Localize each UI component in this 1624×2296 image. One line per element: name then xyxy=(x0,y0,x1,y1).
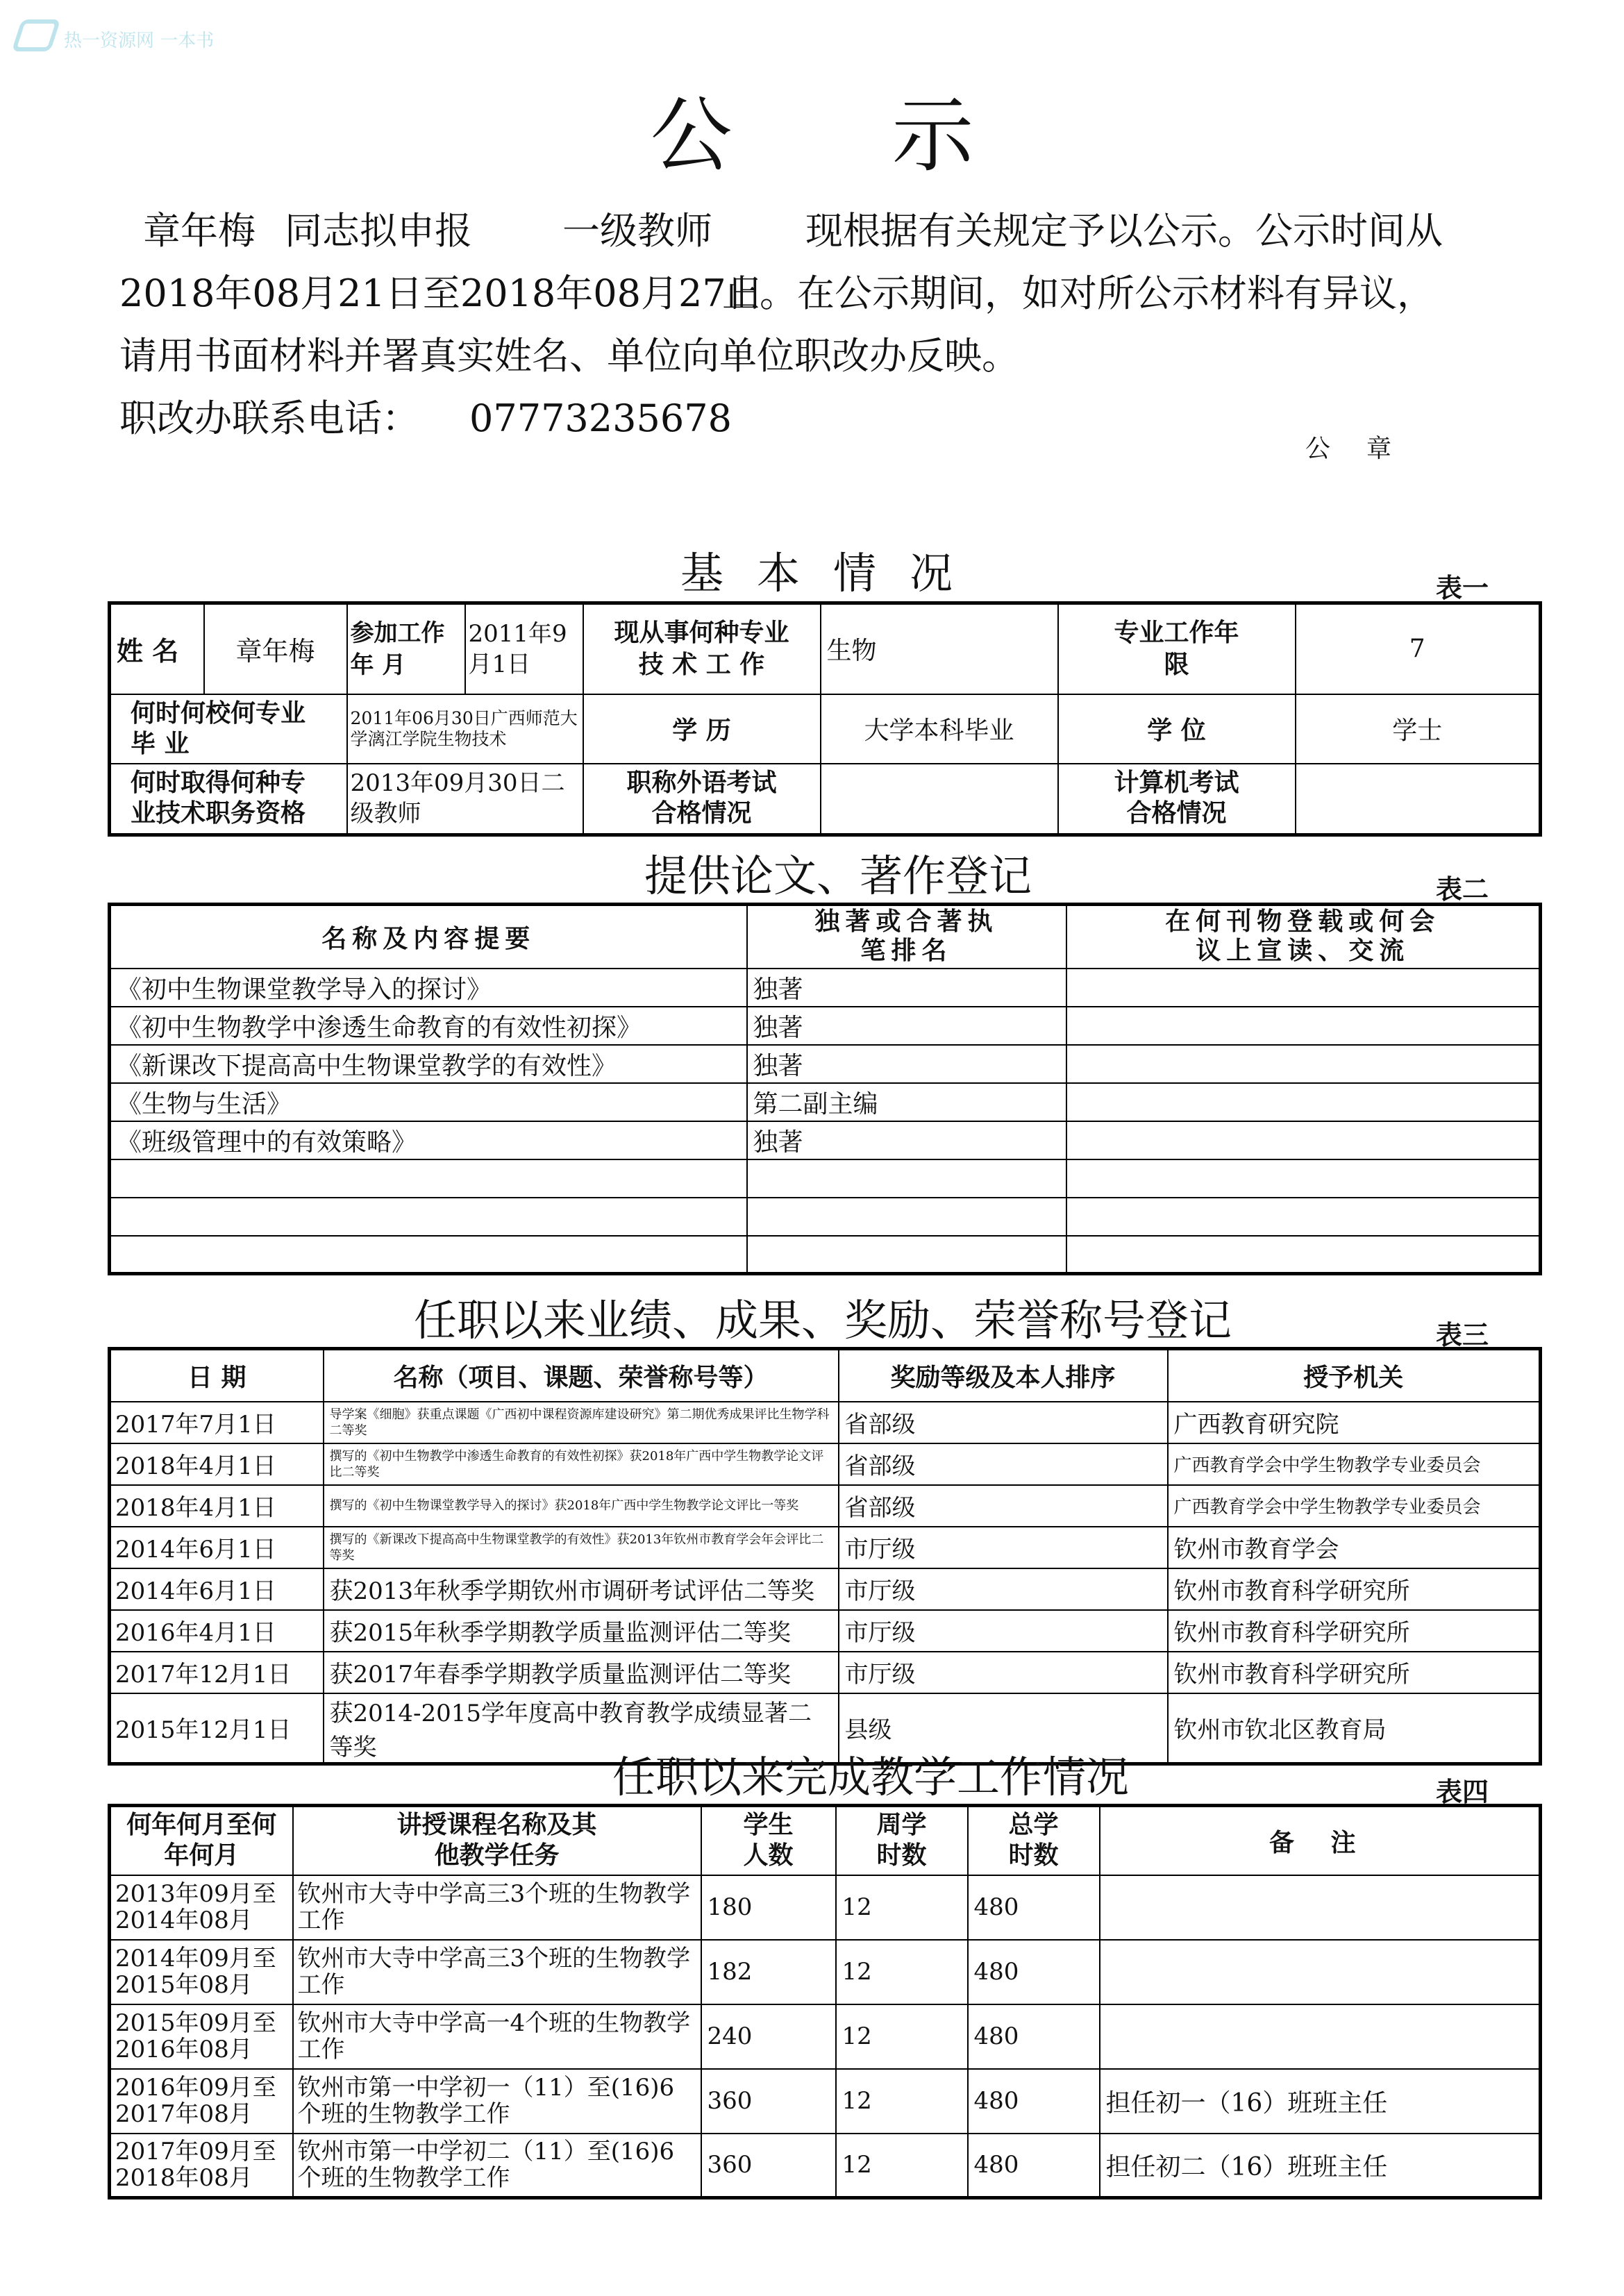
teaching-notes xyxy=(1100,1940,1541,2004)
teaching-notes xyxy=(1100,2004,1541,2069)
education-label: 学 历 xyxy=(583,694,821,764)
award-authority: 广西教育研究院 xyxy=(1168,1402,1541,1443)
award-row xyxy=(110,1568,1541,1610)
award-name: 导学案《细胞》获重点课题《广西初中课程资源库建设研究》第二期优秀成果评比生物学科二等奖 xyxy=(324,1402,839,1443)
award-level: 省部级 xyxy=(839,1402,1168,1443)
teaching-total-hours: 480 xyxy=(968,2134,1100,2198)
foreign-language-label: 职称外语考试合格情况 xyxy=(583,764,821,835)
table-tag-1: 表一 xyxy=(1436,573,1489,603)
phone-number: 07773235678 xyxy=(469,396,732,440)
teaching-students: 182 xyxy=(701,1940,836,2004)
paper-row xyxy=(110,1198,1541,1236)
teaching-course: 钦州市大寺中学高三3个班的生物教学工作 xyxy=(293,1875,701,1940)
paper-title xyxy=(110,1236,747,1274)
award-name: 撰写的《新课改下提高高中生物课堂教学的有效性》获2013年钦州市教育学会年会评比二等奖 xyxy=(324,1527,839,1568)
award-level: 市厅级 xyxy=(839,1568,1168,1610)
award-row xyxy=(110,1402,1541,1443)
papers-header-authorship: 独著或合著执笔排名 xyxy=(747,905,1066,969)
foreign-language-value xyxy=(821,764,1058,835)
award-level: 市厅级 xyxy=(839,1652,1168,1693)
paper-venue xyxy=(1066,969,1541,1007)
page-title: 公示 xyxy=(650,87,1134,183)
basic-info-table xyxy=(108,601,1542,837)
teaching-weekly-hours: 12 xyxy=(836,1875,968,1940)
major-label: 现从事何种专业技 术 工 作 xyxy=(583,603,821,694)
table-tag-4: 表四 xyxy=(1436,1777,1489,1807)
teaching-row xyxy=(110,2134,1541,2198)
award-name: 撰写的《初中生物课堂教学导入的探讨》获2018年广西中学生物教学论文评比一等奖 xyxy=(324,1485,839,1527)
work-start-label: 参加工作年 月 xyxy=(347,603,465,694)
paper-row xyxy=(110,1045,1541,1083)
paper-authorship xyxy=(747,1236,1066,1274)
teaching-course: 钦州市第一中学初一（11）至(16)6个班的生物教学工作 xyxy=(293,2069,701,2134)
teaching-weekly-hours: 12 xyxy=(836,2134,968,2198)
paper-title xyxy=(110,1159,747,1198)
teaching-course: 钦州市第一中学初二（11）至(16)6个班的生物教学工作 xyxy=(293,2134,701,2198)
awards-header-name: 名称（项目、课题、荣誉称号等） xyxy=(324,1349,839,1402)
award-level: 省部级 xyxy=(839,1443,1168,1485)
qualification-label: 何时取得何种专业技术职务资格 xyxy=(110,764,347,835)
paper-row xyxy=(110,1121,1541,1159)
paper-title: 《生物与生活》 xyxy=(110,1083,747,1121)
award-date: 2018年4月1日 xyxy=(110,1443,324,1485)
section-papers-heading: 提供论文、著作登记 xyxy=(644,850,1032,901)
intro-level: 一级教师 xyxy=(562,209,712,253)
paper-authorship: 独著 xyxy=(747,1007,1066,1045)
award-name: 获2015年秋季学期教学质量监测评估二等奖 xyxy=(324,1610,839,1652)
education-value: 大学本科毕业 xyxy=(821,694,1058,764)
paper-authorship: 独著 xyxy=(747,969,1066,1007)
teaching-students: 180 xyxy=(701,1875,836,1940)
award-date: 2014年6月1日 xyxy=(110,1568,324,1610)
teaching-students: 240 xyxy=(701,2004,836,2069)
awards-header-level: 奖励等级及本人排序 xyxy=(839,1349,1168,1402)
intro-text2: 现根据有关规定予以公示。公示时间从 xyxy=(805,209,1443,253)
teaching-row xyxy=(110,2004,1541,2069)
teaching-weekly-hours: 12 xyxy=(836,2004,968,2069)
section-teaching-heading: 任职以来完成教学工作情况 xyxy=(612,1752,1130,1802)
teaching-total-hours: 480 xyxy=(968,2004,1100,2069)
table-tag-2: 表二 xyxy=(1436,874,1489,905)
paper-title xyxy=(110,1198,747,1236)
teaching-row xyxy=(110,2069,1541,2134)
name-value: 章年梅 xyxy=(204,603,347,694)
computer-exam-value xyxy=(1296,764,1541,835)
teaching-weekly-hours: 12 xyxy=(836,1940,968,2004)
teaching-period: 2016年09月至2017年08月 xyxy=(110,2069,293,2134)
intro-name: 章年梅 xyxy=(143,209,256,253)
teaching-notes: 担任初一（16）班班主任 xyxy=(1100,2069,1541,2134)
award-level: 市厅级 xyxy=(839,1610,1168,1652)
awards-header-authority: 授予机关 xyxy=(1168,1349,1541,1402)
paper-authorship xyxy=(747,1198,1066,1236)
teaching-row xyxy=(110,1875,1541,1940)
paper-authorship: 独著 xyxy=(747,1045,1066,1083)
teaching-weekly-hours: 12 xyxy=(836,2069,968,2134)
awards-header-date: 日 期 xyxy=(110,1349,324,1402)
papers-header-name: 名称及内容提要 xyxy=(110,905,747,969)
degree-value: 学士 xyxy=(1296,694,1541,764)
paper-venue xyxy=(1066,1198,1541,1236)
paper-title: 《新课改下提高高中生物课堂教学的有效性》 xyxy=(110,1045,747,1083)
teaching-notes: 担任初二（16）班班主任 xyxy=(1100,2134,1541,2198)
paper-row xyxy=(110,1083,1541,1121)
paper-row xyxy=(110,1236,1541,1274)
award-date: 2018年4月1日 xyxy=(110,1485,324,1527)
award-row xyxy=(110,1610,1541,1652)
intro-date-range: 2018年08月21日至2018年08月27日 xyxy=(119,271,764,315)
intro-text1: 同志拟申报 xyxy=(285,209,472,253)
major-value: 生物 xyxy=(821,603,1058,694)
teaching-total-hours: 480 xyxy=(968,1940,1100,2004)
award-authority: 钦州市教育科学研究所 xyxy=(1168,1652,1541,1693)
teaching-header-total-hours: 总学时数 xyxy=(968,1806,1100,1875)
site-logo xyxy=(12,17,215,56)
paper-authorship: 独著 xyxy=(747,1121,1066,1159)
award-name: 获2014-2015学年度高中教育教学成绩显著二等奖 xyxy=(324,1693,839,1764)
phone-label: 职改办联系电话： xyxy=(119,396,419,440)
teaching-course: 钦州市大寺中学高一4个班的生物教学工作 xyxy=(293,2004,701,2069)
paper-title: 《初中生物教学中渗透生命教育的有效性初探》 xyxy=(110,1007,747,1045)
award-row xyxy=(110,1652,1541,1693)
paper-venue xyxy=(1066,1083,1541,1121)
paper-row xyxy=(110,1159,1541,1198)
intro-text3: 止。在公示期间，如对所公示材料有异议， xyxy=(722,271,1434,315)
paper-venue xyxy=(1066,1159,1541,1198)
teaching-header-notes: 备 注 xyxy=(1100,1806,1541,1875)
papers-header-venue: 在何刊物登载或何会议上宣读、交流 xyxy=(1066,905,1541,969)
award-date: 2017年7月1日 xyxy=(110,1402,324,1443)
computer-exam-label: 计算机考试合格情况 xyxy=(1058,764,1296,835)
graduation-label: 何时何校何专业毕 业 xyxy=(110,694,347,764)
award-date: 2016年4月1日 xyxy=(110,1610,324,1652)
logo-text: 热一资源网 一本书 xyxy=(64,31,215,51)
award-row xyxy=(110,1485,1541,1527)
award-authority: 钦州市教育学会 xyxy=(1168,1527,1541,1568)
award-date: 2015年12月1日 xyxy=(110,1693,324,1764)
award-name: 获2013年秋季学期钦州市调研考试评估二等奖 xyxy=(324,1568,839,1610)
table-tag-3: 表三 xyxy=(1436,1320,1489,1350)
awards-table xyxy=(108,1347,1542,1766)
teaching-period: 2013年09月至2014年08月 xyxy=(110,1875,293,1940)
teaching-students: 360 xyxy=(701,2134,836,2198)
teaching-row xyxy=(110,1940,1541,2004)
award-authority: 钦州市钦北区教育局 xyxy=(1168,1693,1541,1764)
teaching-total-hours: 480 xyxy=(968,2069,1100,2134)
logo-icon xyxy=(12,19,61,51)
teaching-header-students: 学生人数 xyxy=(701,1806,836,1875)
award-authority: 钦州市教育科学研究所 xyxy=(1168,1610,1541,1652)
teaching-notes xyxy=(1100,1875,1541,1940)
graduation-value: 2011年06月30日广西师范大学漓江学院生物技术 xyxy=(347,694,583,764)
paper-row xyxy=(110,1007,1541,1045)
award-authority: 钦州市教育科学研究所 xyxy=(1168,1568,1541,1610)
paper-venue xyxy=(1066,1045,1541,1083)
teaching-table xyxy=(108,1804,1542,2199)
papers-table xyxy=(108,903,1542,1275)
award-date: 2014年6月1日 xyxy=(110,1527,324,1568)
paper-title: 《初中生物课堂教学导入的探讨》 xyxy=(110,969,747,1007)
award-row xyxy=(110,1443,1541,1485)
degree-label: 学 位 xyxy=(1058,694,1296,764)
award-level: 市厅级 xyxy=(839,1527,1168,1568)
paper-venue xyxy=(1066,1236,1541,1274)
award-row xyxy=(110,1527,1541,1568)
award-authority: 广西教育学会中学生物教学专业委员会 xyxy=(1168,1443,1541,1485)
paper-row xyxy=(110,969,1541,1007)
official-seal-label: 公章 xyxy=(1305,435,1428,463)
teaching-students: 360 xyxy=(701,2069,836,2134)
award-date: 2017年12月1日 xyxy=(110,1652,324,1693)
teaching-period: 2014年09月至2015年08月 xyxy=(110,1940,293,2004)
section-basic-heading: 基本情况 xyxy=(680,548,987,598)
professional-years-label: 专业工作年 限 xyxy=(1058,603,1296,694)
section-awards-heading: 任职以来业绩、成果、奖励、荣誉称号登记 xyxy=(414,1295,1232,1346)
paper-venue xyxy=(1066,1121,1541,1159)
paper-authorship xyxy=(747,1159,1066,1198)
qualification-value: 2013年09月30日二级教师 xyxy=(347,764,583,835)
name-label: 姓 名 xyxy=(110,603,204,694)
award-level: 县级 xyxy=(839,1693,1168,1764)
teaching-header-period: 何年何月至何年何月 xyxy=(110,1806,293,1875)
award-authority: 广西教育学会中学生物教学专业委员会 xyxy=(1168,1485,1541,1527)
award-name: 撰写的《初中生物教学中渗透生命教育的有效性初探》获2018年广西中学生物教学论文评比二等奖 xyxy=(324,1443,839,1485)
teaching-period: 2015年09月至2016年08月 xyxy=(110,2004,293,2069)
teaching-course: 钦州市大寺中学高三3个班的生物教学工作 xyxy=(293,1940,701,2004)
award-level: 省部级 xyxy=(839,1485,1168,1527)
paper-title: 《班级管理中的有效策略》 xyxy=(110,1121,747,1159)
work-start-value: 2011年9月1日 xyxy=(465,603,583,694)
teaching-total-hours: 480 xyxy=(968,1875,1100,1940)
intro-line3: 请用书面材料并署真实姓名、单位向单位职改办反映。 xyxy=(119,334,1019,378)
teaching-header-weekly-hours: 周学时数 xyxy=(836,1806,968,1875)
paper-venue xyxy=(1066,1007,1541,1045)
professional-years-value: 7 xyxy=(1296,603,1541,694)
teaching-header-course: 讲授课程名称及其他教学任务 xyxy=(293,1806,701,1875)
teaching-period: 2017年09月至2018年08月 xyxy=(110,2134,293,2198)
award-name: 获2017年春季学期教学质量监测评估二等奖 xyxy=(324,1652,839,1693)
paper-authorship: 第二副主编 xyxy=(747,1083,1066,1121)
